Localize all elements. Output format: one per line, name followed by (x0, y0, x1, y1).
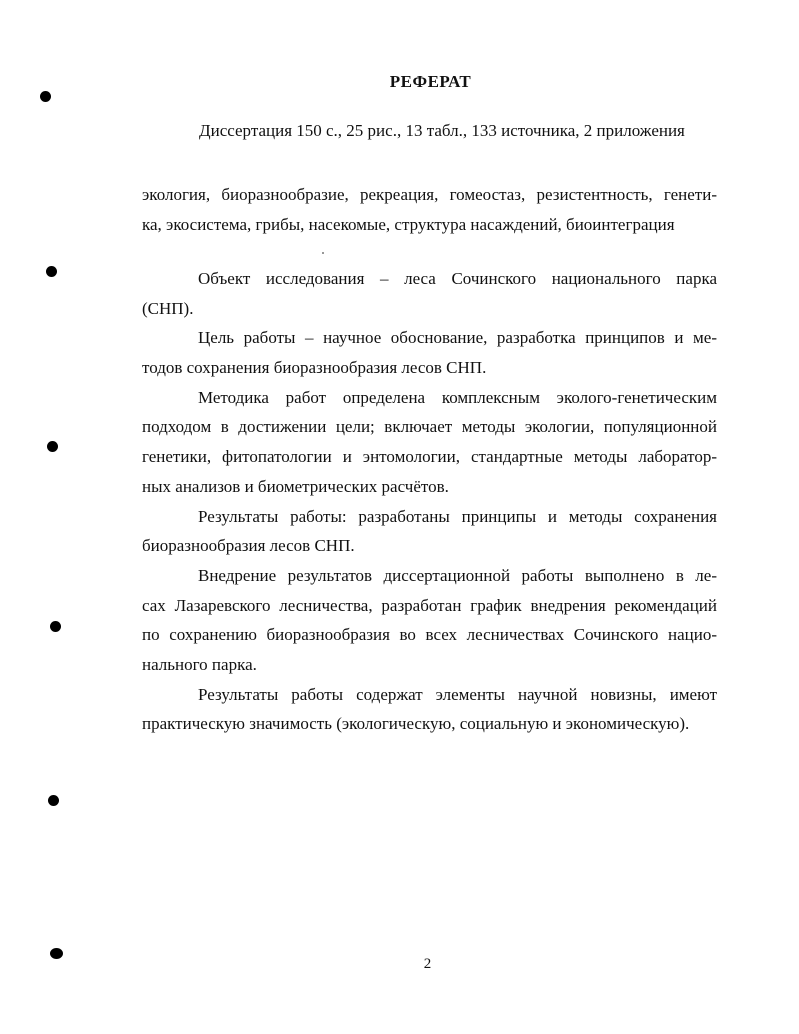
binding-hole (47, 441, 58, 452)
binding-hole (46, 266, 57, 277)
paragraph-line: нального парка. (142, 654, 257, 674)
page-number: 2 (423, 956, 432, 972)
dissertation-summary: Диссертация 150 с., 25 рис., 13 табл., 133 источника, 2 приложения (199, 121, 685, 140)
binding-hole (48, 795, 59, 806)
page-title: РЕФЕРАТ (389, 72, 472, 91)
paragraph-line: по сохранению биоразнообразия во всех лесничествах Сочинского нацио- (142, 625, 717, 645)
paragraph-line: Внедрение результатов диссертационной работы выполнено в ле- (198, 565, 717, 585)
paragraph-line: (СНП). (142, 298, 194, 318)
paragraph-results (142, 502, 717, 561)
paragraph-method (142, 383, 717, 502)
paragraph-goal (142, 323, 717, 382)
keywords-block (142, 180, 717, 240)
paragraph-line: Результаты работы содержат элементы научной новизны, имеют (198, 684, 717, 704)
paragraph-line: Объект исследования – леса Сочинского национального парка (198, 269, 717, 288)
abstract-body (142, 264, 717, 739)
keywords-line: экология, биоразнообразие, рекреация, гомеостаз, резистентность, генети- (142, 185, 717, 204)
paragraph-line: биоразнообразия лесов СНП. (142, 536, 355, 556)
paragraph-line: тодов сохранения биоразнообразия лесов СНП. (142, 358, 487, 378)
paragraph-object (142, 264, 717, 323)
paragraph-line: сах Лазаревского лесничества, разработан график внедрения рекомендаций (142, 595, 717, 615)
paragraph-line: Методика работ определена комплексным эколого-генетическим (198, 387, 717, 407)
paragraph-implementation (142, 561, 717, 680)
binding-hole (40, 91, 51, 102)
scan-speck (322, 252, 324, 254)
paragraph-novelty (142, 680, 717, 739)
paragraph-line: практическую значимость (экологическую, социальную и экономическую). (142, 714, 690, 734)
paragraph-line: Результаты работы: разработаны принципы и методы сохранения (198, 506, 717, 526)
keywords-line: ка, экосистема, грибы, насекомые, структура насаждений, биоинтеграция (142, 215, 675, 234)
paragraph-line: ных анализов и биометрических расчётов. (142, 476, 449, 496)
paragraph-line: подходом в достижении цели; включает методы экологии, популяционной (142, 417, 717, 437)
binding-hole (50, 621, 61, 632)
paragraph-line: Цель работы – научное обоснование, разработка принципов и ме- (198, 328, 717, 348)
paragraph-line: генетики, фитопатологии и энтомологии, стандартные методы лаборатор- (142, 447, 717, 467)
